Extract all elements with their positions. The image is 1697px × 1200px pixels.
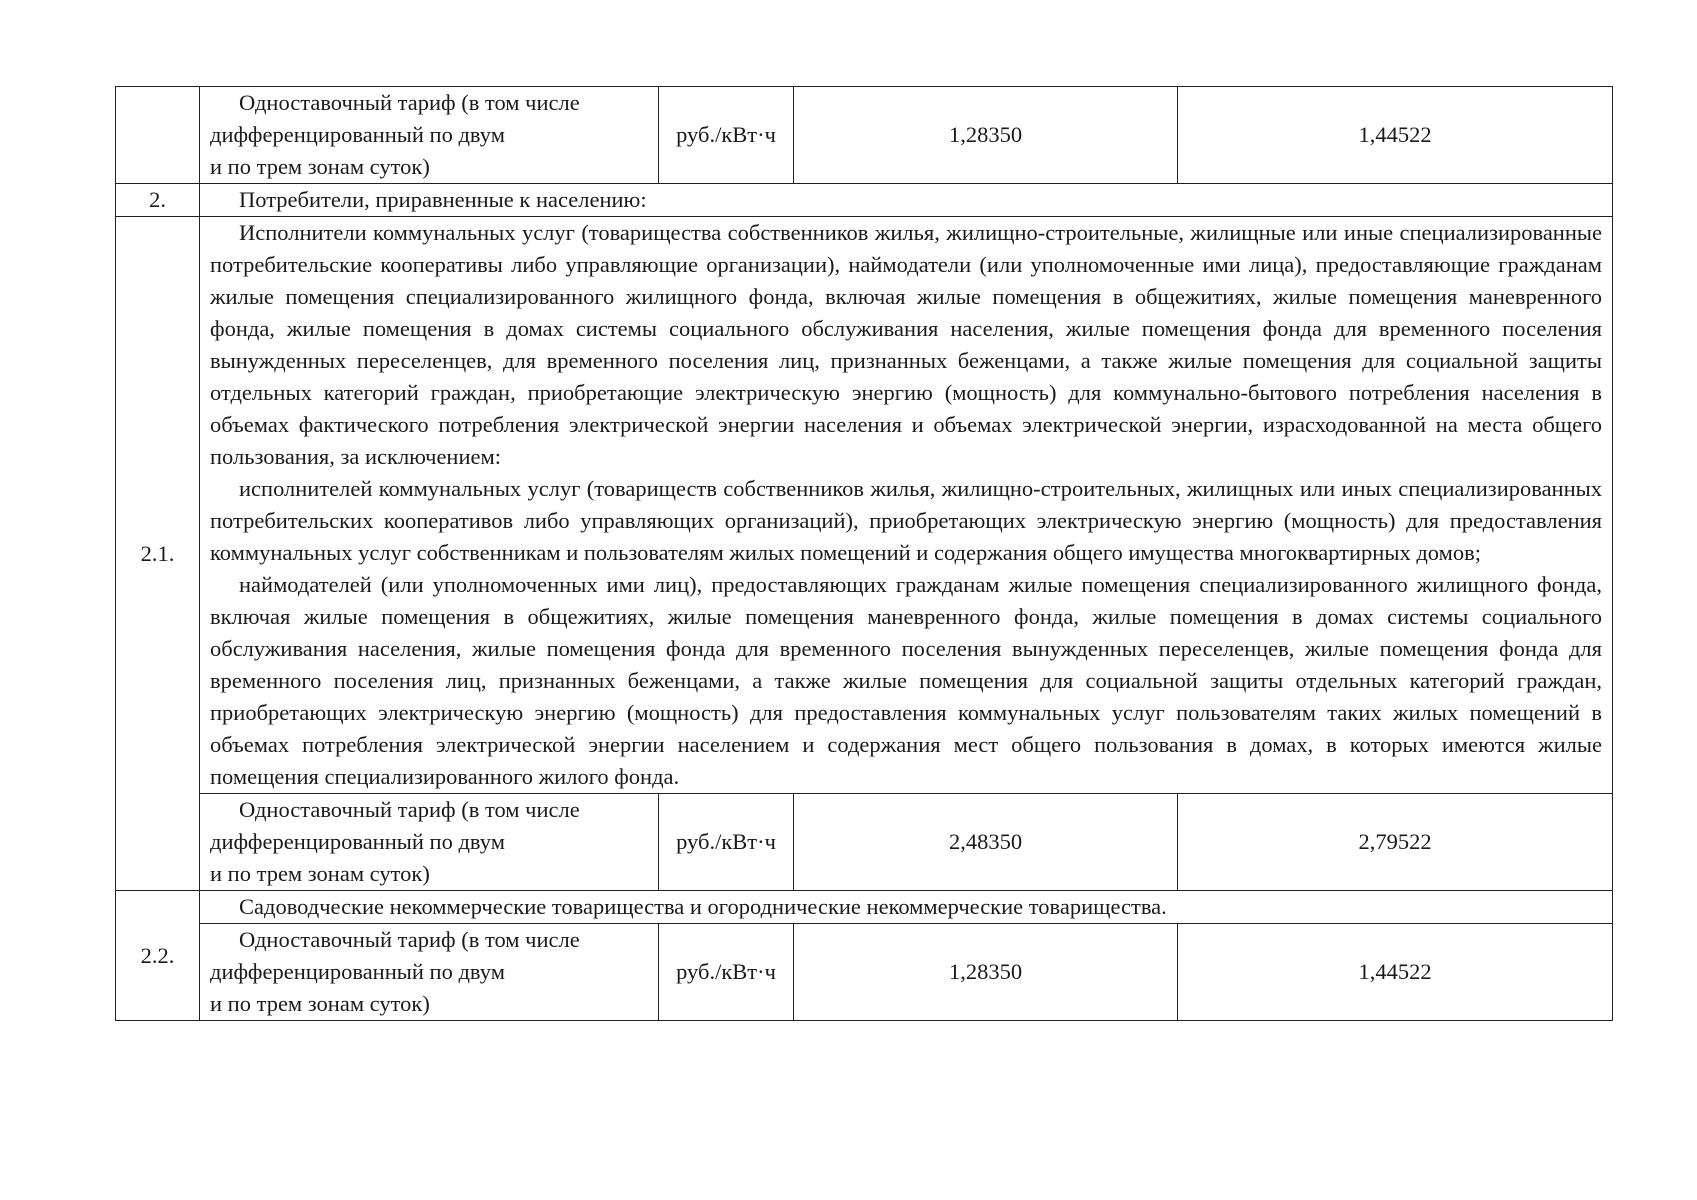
tariff-label-line: и по трем зонам суток): [210, 154, 430, 179]
tariff-label-cell: [200, 924, 659, 1021]
tariff-label-line: дифференцированный по двум: [210, 959, 505, 984]
table-row-tariff-2-2: [116, 924, 1613, 1021]
value-cell-second-half: 1,44522: [1178, 924, 1613, 1021]
table-row-section-2: [116, 184, 1613, 217]
value-cell-first-half: 1,28350: [794, 924, 1178, 1021]
row-number-cell: 2.1.: [116, 217, 200, 891]
unit-cell: руб./кВт·ч: [659, 87, 794, 184]
tariff-label-line: дифференцированный по двум: [210, 122, 505, 147]
section-title-cell: [200, 184, 1613, 217]
unit-cell: руб./кВт·ч: [659, 924, 794, 1021]
tariff-label-cell: [200, 87, 659, 184]
row-number-cell: 2.: [116, 184, 200, 217]
table-row-section-2-1: [116, 217, 1613, 794]
tariff-label-cell: [200, 794, 659, 891]
value-cell-second-half: 2,79522: [1178, 794, 1613, 891]
tariff-label-line: Одноставочный тариф (в том числе: [239, 927, 580, 952]
row-number-cell: [116, 87, 200, 184]
description-paragraph: наймодателей (или уполномоченных ими лиц), предоставляющих гражданам жилые помещения специализированного жилищного фонда, включая жилые помещения в общежитиях, жилые помещения маневренного фонда, жилые помещения в домах системы социального обслуживания населения, жилые помещения фонда для временного поселения вынужденных переселенцев, жилые помещения фонда для временного поселения лиц, признанных беженцами, а также жилые помещения для социальной защиты отдельных категорий граждан, приобретающих электрическую энергию (мощность) для предоставления коммунальных услуг пользователям таких жилых помещений в объемах потребления электрической энергии населением и содержания мест общего пользования в домах, в которых имеются жилые помещения специализированного жилого фонда.: [210, 572, 1602, 789]
value-cell-first-half: 2,48350: [794, 794, 1178, 891]
tariff-label-line: дифференцированный по двум: [210, 829, 505, 854]
description-paragraph: исполнителей коммунальных услуг (товариществ собственников жилья, жилищно-строительных, жилищных или иных специализированных потребительских кооперативов либо управляющих организаций), приобретающих электрическую энергию (мощность) для предоставления коммунальных услуг собственникам и пользователям жилых помещений и содержания общего имущества многоквартирных домов;: [210, 476, 1602, 565]
value-cell-second-half: 1,44522: [1178, 87, 1613, 184]
row-number-cell: 2.2.: [116, 891, 200, 1021]
table-row-tariff-1: [116, 87, 1613, 184]
description-cell: [200, 217, 1613, 794]
tariff-label-line: Одноставочный тариф (в том числе: [239, 797, 580, 822]
section-title: Садоводческие некоммерческие товарищества и огороднические некоммерческие товарищества.: [239, 894, 1167, 919]
table-row-tariff-2-1: [116, 794, 1613, 891]
section-title: Потребители, приравненные к населению:: [239, 187, 647, 212]
tariff-table: [115, 86, 1613, 1021]
tariff-label-line: Одноставочный тариф (в том числе: [239, 90, 580, 115]
table-row-section-2-2: [116, 891, 1613, 924]
section-title-cell: [200, 891, 1613, 924]
unit-cell: руб./кВт·ч: [659, 794, 794, 891]
value-cell-first-half: 1,28350: [794, 87, 1178, 184]
tariff-label-line: и по трем зонам суток): [210, 861, 430, 886]
document-page: [115, 86, 1612, 1021]
tariff-label-line: и по трем зонам суток): [210, 991, 430, 1016]
description-paragraph: Исполнители коммунальных услуг (товарищества собственников жилья, жилищно-строительные, жилищные или иные специализированные потребительские кооперативы либо управляющие организации), наймодатели (или уполномоченные ими лица), предоставляющие гражданам жилые помещения специализированного жилищного фонда, включая жилые помещения в общежитиях, жилые помещения маневренного фонда, жилые помещения в домах системы социального обслуживания населения, жилые помещения фонда для временного поселения вынужденных переселенцев, для временного поселения лиц, признанных беженцами, а также жилые помещения для социальной защиты отдельных категорий граждан, приобретающие электрическую энергию (мощность) для коммунально-бытового потребления населения в объемах фактического потребления электрической энергии населения и объемах электрической энергии, израсходованной на места общего пользования, за исключением:: [210, 220, 1602, 469]
